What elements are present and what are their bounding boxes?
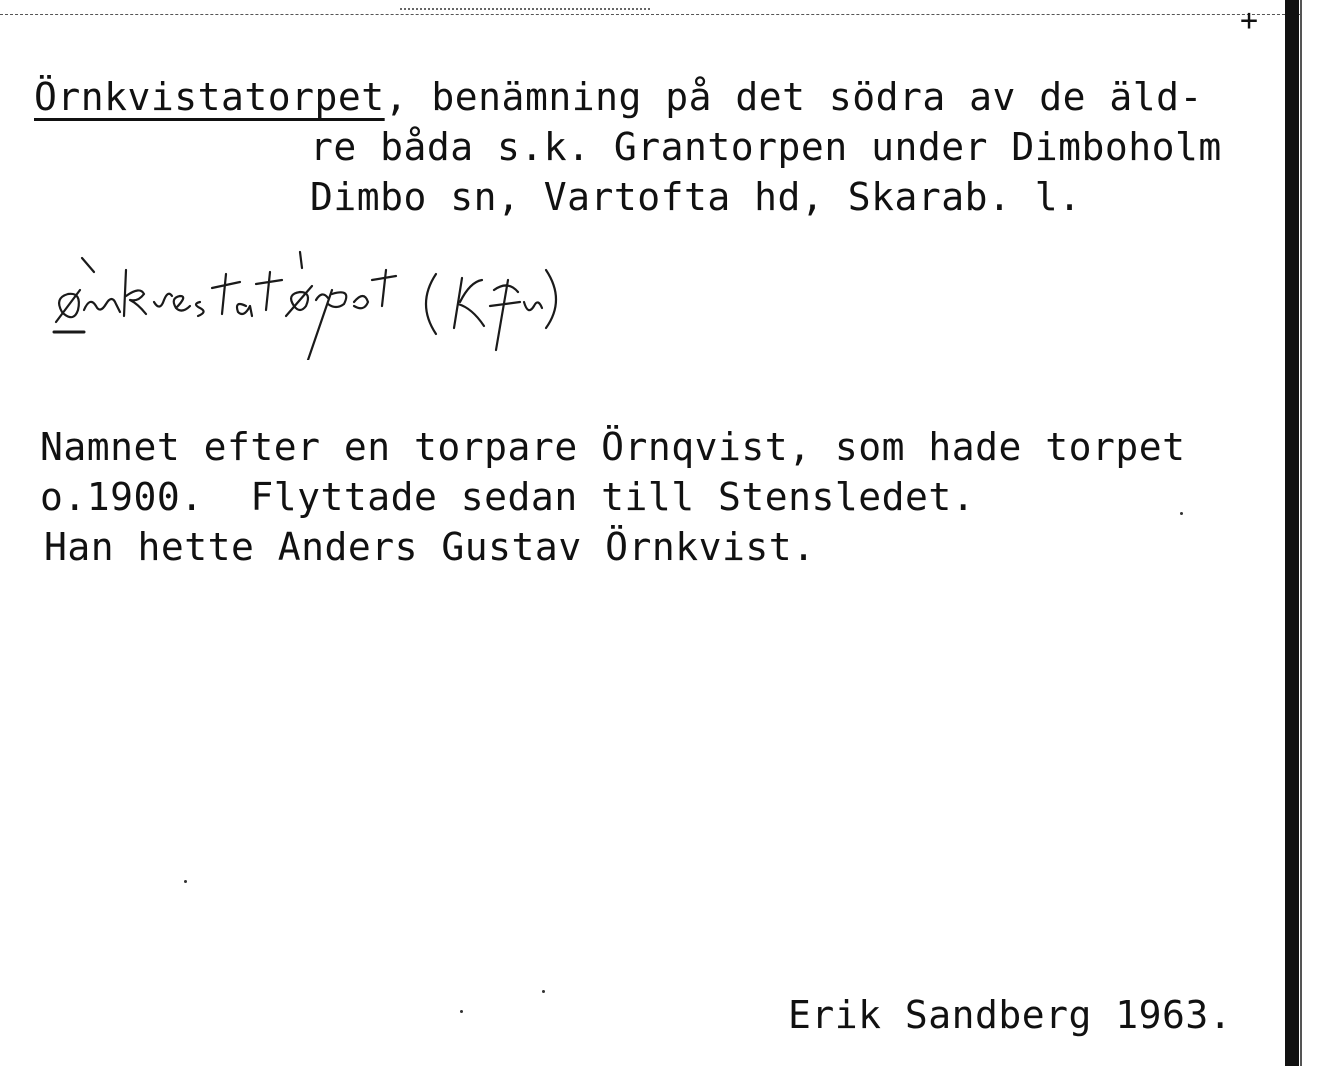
note-line-2: o.1900. Flyttade sedan till Stensledet. bbox=[40, 475, 976, 519]
entry-line-2: re båda s.k. Grantorpen under Dimboholm bbox=[310, 125, 1222, 169]
note-line-1: Namnet efter en torpare Örnqvist, som hade torpet bbox=[40, 425, 1186, 469]
entry-line-1-rest: , benämning på det södra av de äld- bbox=[384, 75, 1203, 119]
card-right-edge bbox=[1285, 0, 1299, 1066]
note-line-3: Han hette Anders Gustav Örnkvist. bbox=[44, 525, 816, 569]
card-right-edge-shadow bbox=[1300, 0, 1302, 1066]
entry-line-1 bbox=[34, 72, 1203, 122]
card-top-edge-mark bbox=[400, 8, 650, 14]
scan-speck bbox=[542, 990, 545, 993]
entry-line-3: Dimbo sn, Vartofta hd, Skarab. l. bbox=[310, 175, 1082, 219]
card-top-edge bbox=[0, 14, 1300, 18]
scan-speck bbox=[460, 1010, 463, 1013]
corner-cross-mark: + bbox=[1240, 3, 1259, 38]
signature: Erik Sandberg 1963. bbox=[788, 993, 1233, 1037]
scan-speck bbox=[1180, 512, 1183, 515]
headword: Örnkvistatorpet bbox=[34, 75, 385, 119]
handwritten-pronunciation bbox=[50, 250, 930, 360]
scan-speck bbox=[184, 880, 187, 883]
